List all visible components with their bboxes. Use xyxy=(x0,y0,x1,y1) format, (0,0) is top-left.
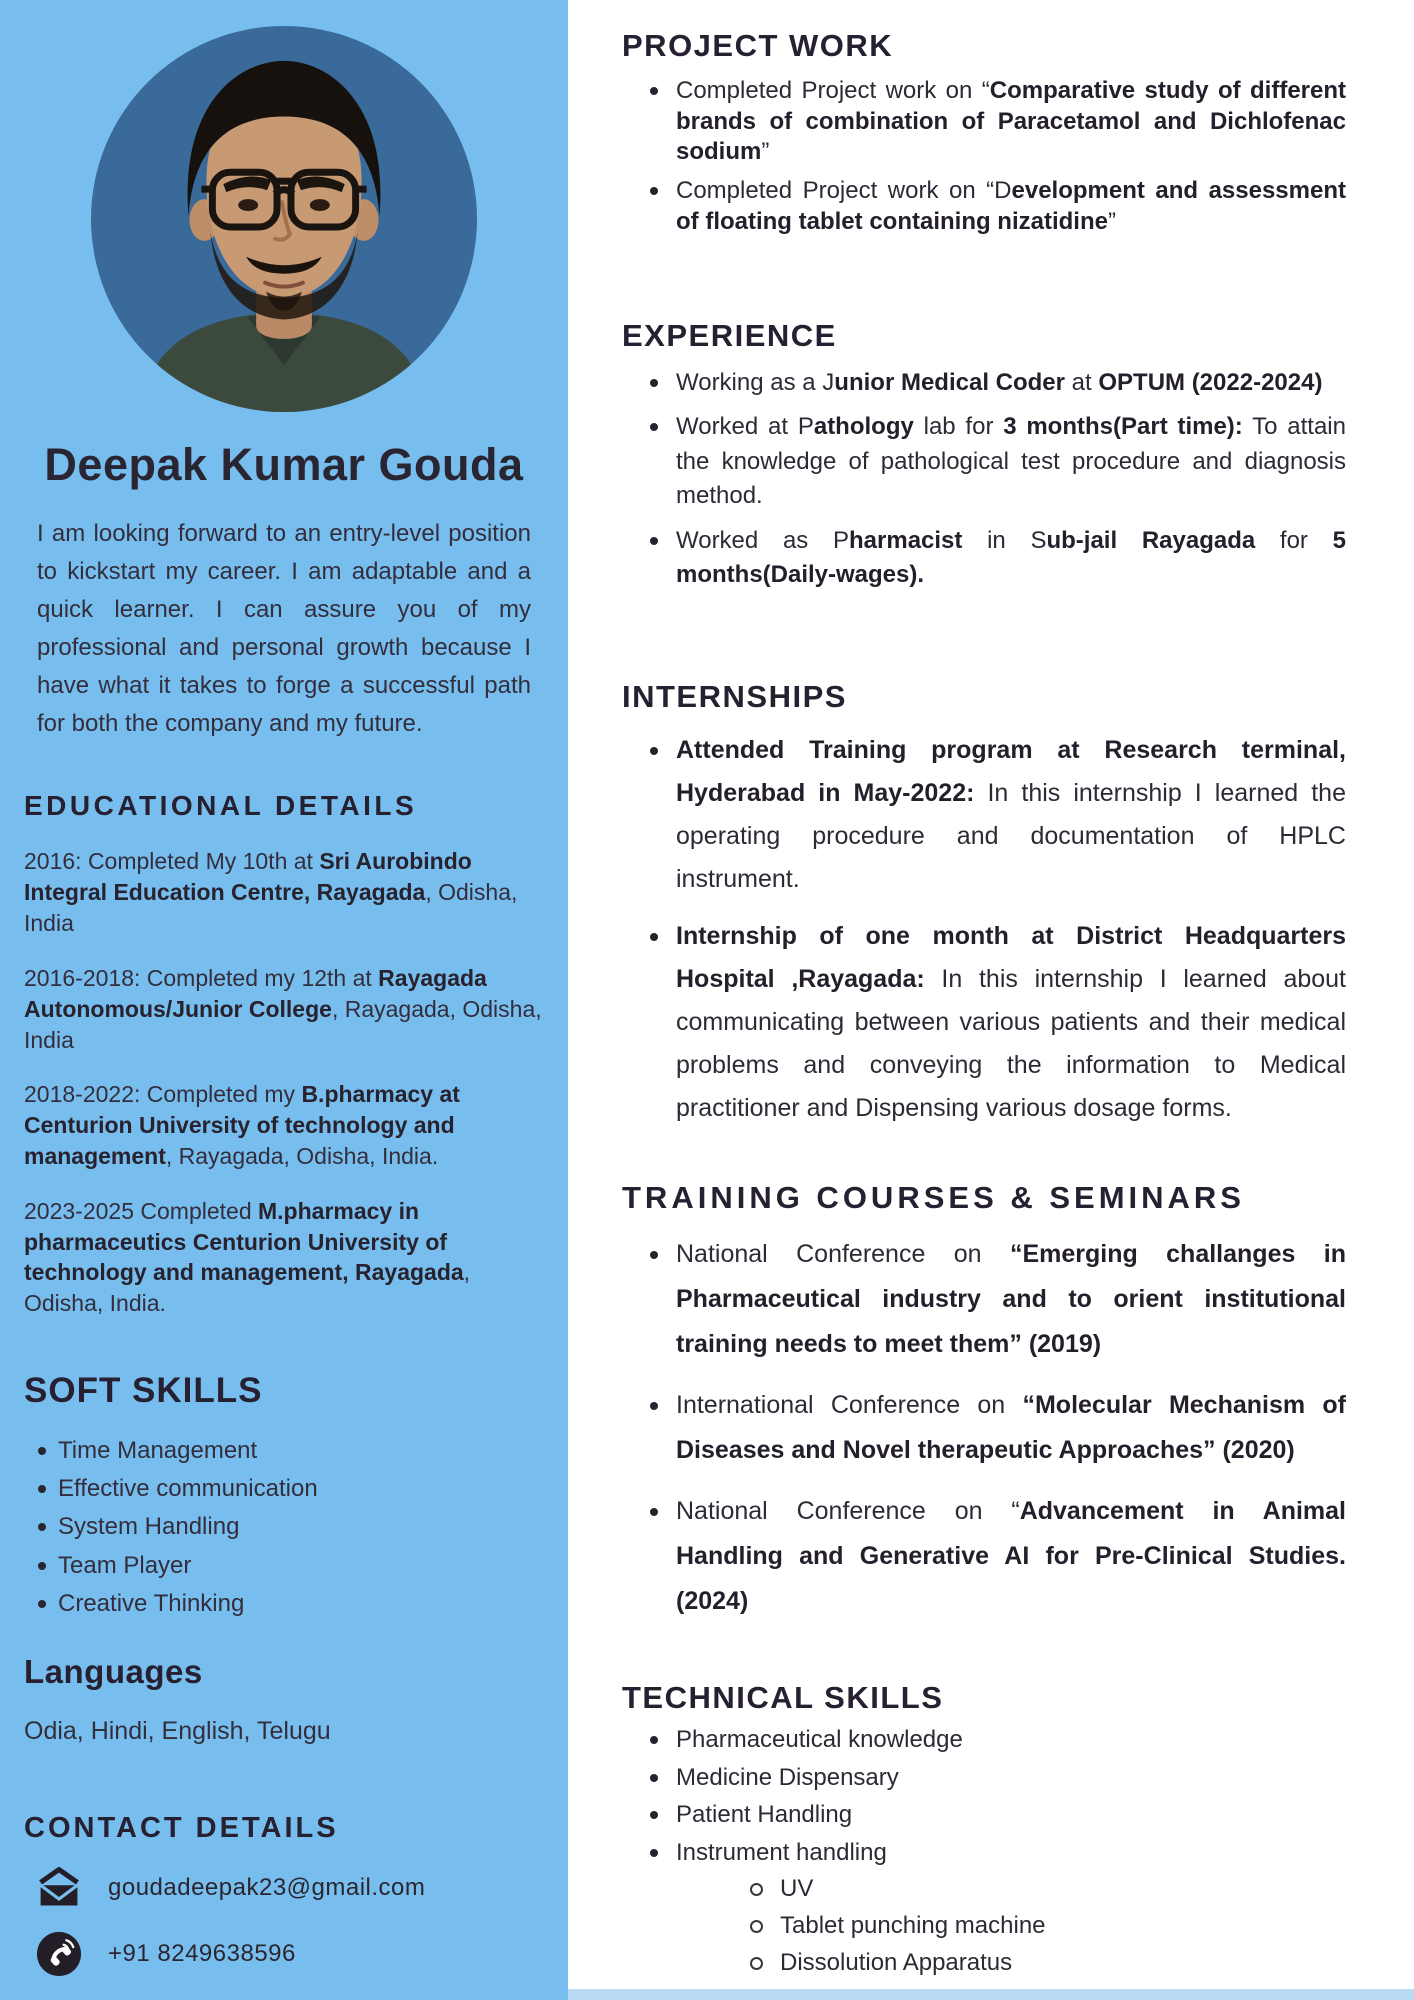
section-items xyxy=(622,366,1346,593)
bullet-item xyxy=(622,1837,1346,1980)
education-entry xyxy=(24,963,544,1055)
candidate-name: Deepak Kumar Gouda xyxy=(44,439,524,490)
bullet-item xyxy=(622,76,1346,168)
bold-text: Advancement in Animal Handling and Generative AI for Pre-Clinical Studies. (2024) xyxy=(676,1496,1346,1615)
bold-text: Rayagada Autonomous/Junior College xyxy=(24,964,487,1022)
bullet-text xyxy=(676,922,1346,1122)
sidebar xyxy=(0,0,568,2000)
plain-text: National Conference on xyxy=(676,1239,1010,1268)
plain-text: , Rayagada, Odisha, India xyxy=(24,995,542,1053)
languages-text: Odia, Hindi, English, Telugu xyxy=(24,1716,331,1745)
bullet-item xyxy=(622,1799,1346,1832)
bullet-item xyxy=(622,1724,1346,1757)
bold-text: M.pharmacy in pharmaceutics Centurion University of technology and management, Rayagada xyxy=(24,1197,464,1286)
plain-text: International Conference on xyxy=(676,1390,1023,1419)
bullet-text xyxy=(676,1391,1346,1464)
languages-heading: Languages xyxy=(24,1652,203,1690)
main-sections xyxy=(622,28,1346,1979)
avatar-illustration-icon xyxy=(90,25,478,413)
plain-text: In this internship I learned about communicating between various patients and their medical problems and conveying the information to Medical practitioner and Dispensing various dosage forms. xyxy=(676,964,1347,1122)
education-entry xyxy=(24,1196,544,1319)
plain-text: lab for xyxy=(913,413,1004,441)
bullet-item xyxy=(622,729,1346,901)
profile-photo xyxy=(90,25,478,413)
bullet-item xyxy=(622,1762,1346,1795)
contact-phone-row xyxy=(24,1931,544,1977)
bullet-item xyxy=(622,915,1346,1130)
bold-text: unior Medical Coder xyxy=(834,368,1065,396)
plain-text: Medicine Dispensary xyxy=(676,1763,899,1791)
plain-text: ” xyxy=(761,138,770,166)
plain-text: National Conference on “ xyxy=(676,1496,1020,1525)
section-items xyxy=(622,1232,1346,1624)
bold-text: “Emerging challanges in Pharmaceutical industry and to orient institutional training needs to meet them” (2019) xyxy=(676,1239,1346,1358)
education-heading: EDUCATIONAL DETAILS xyxy=(24,790,418,822)
bullet-item xyxy=(622,410,1346,514)
section-experience xyxy=(622,318,1346,593)
section-heading: PROJECT WORK xyxy=(622,28,894,63)
profile-summary: I am looking forward to an entry-level position to kickstart my career. I am adaptable and a quick learner. I can assure you of my professional and personal growth because I have what it takes to forge a successful path for both the company and my future. xyxy=(37,520,531,737)
soft-skill-item: Creative Thinking xyxy=(24,1588,544,1619)
bullet-text xyxy=(676,527,1346,589)
plain-text: Instrument handling xyxy=(676,1838,887,1866)
bullet-text xyxy=(676,177,1346,235)
bold-text: B.pharmacy at Centurion University of technology and management xyxy=(24,1081,460,1169)
bold-text: Sri Aurobindo Integral Education Centre, Rayagada xyxy=(24,848,472,906)
bold-text: ub-jail Rayagada xyxy=(1046,526,1256,554)
plain-text: Patient Handling xyxy=(676,1801,853,1829)
plain-text: Working as a J xyxy=(676,368,835,396)
education-entry xyxy=(24,846,544,938)
plain-text: , Odisha, India xyxy=(24,879,518,937)
bold-text: Attended Training program at Research terminal, Hyderabad in May-2022: xyxy=(676,735,1346,807)
section-heading: TECHNICAL SKILLS xyxy=(622,1679,944,1715)
bullet-text xyxy=(676,1726,963,1753)
plain-text: , Odisha, India. xyxy=(24,1259,471,1317)
bullet-item xyxy=(622,366,1346,401)
plain-text: 2016: Completed My 10th at xyxy=(24,848,320,875)
plain-text: In this internship I learned the operating procedure and documentation of HPLC instrument. xyxy=(676,778,1346,893)
plain-text: Worked as P xyxy=(676,526,849,554)
bullet-item xyxy=(622,176,1346,237)
bullet-text xyxy=(676,1801,852,1828)
contact-phone: +91 8249638596 xyxy=(108,1939,296,1967)
plain-text: Pharmaceutical knowledge xyxy=(676,1725,963,1753)
bold-text: 5 months(Daily-wages). xyxy=(676,526,1346,589)
bullet-text xyxy=(676,77,1346,165)
plain-text: To attain the knowledge of pathological test procedure and diagnosis method. xyxy=(676,413,1346,510)
soft-skill-item: Team Player xyxy=(24,1550,544,1581)
bullet-text xyxy=(676,1839,887,1866)
bullet-text xyxy=(676,1764,899,1791)
section-items xyxy=(622,76,1346,238)
sub-bullet-item: Tablet punching machine xyxy=(742,1910,1346,1943)
bold-text: OPTUM (2022-2024) xyxy=(1098,368,1323,396)
sub-bullet-item: Dissolution Apparatus xyxy=(742,1947,1346,1980)
bullet-text xyxy=(676,1240,1346,1358)
plain-text: , Rayagada, Odisha, India. xyxy=(165,1142,439,1169)
main-column xyxy=(568,0,1414,2000)
envelope-icon xyxy=(36,1865,82,1911)
plain-text: ” xyxy=(1107,207,1116,235)
section-training xyxy=(622,1180,1346,1624)
section-items xyxy=(622,729,1346,1130)
section-technical xyxy=(622,1680,1346,1979)
bold-text: evelopment and assessment of floating tablet containing nizatidine xyxy=(676,177,1346,235)
bold-text: Comparative study of different brands of combination of Paracetamol and Dichlofenac sodium xyxy=(676,77,1347,166)
plain-text: Completed Project work on “D xyxy=(676,177,1012,205)
sub-bullet-item: UV xyxy=(742,1873,1346,1906)
plain-text: at xyxy=(1065,368,1099,396)
bullet-text xyxy=(676,736,1346,893)
footer-accent-bar xyxy=(568,1989,1414,2000)
section-project-work xyxy=(622,28,1346,238)
soft-skills-list xyxy=(24,1435,544,1619)
phone-icon xyxy=(36,1931,82,1977)
soft-skill-item: System Handling xyxy=(24,1511,544,1542)
plain-text: 2023-2025 Completed xyxy=(24,1197,258,1224)
contact-heading: CONTACT DETAILS xyxy=(24,1811,339,1844)
section-heading: INTERNSHIPS xyxy=(622,678,847,714)
plain-text: 2016-2018: Completed my 12th at xyxy=(24,964,379,991)
bold-text: 3 months(Part time): xyxy=(1003,413,1243,441)
bold-text: harmacist xyxy=(849,526,963,554)
plain-text: 2018-2022: Completed my xyxy=(24,1081,302,1108)
bold-text: Internship of one month at District Headquarters Hospital ,Rayagada: xyxy=(676,921,1346,993)
bullet-text xyxy=(676,413,1346,509)
contact-email-row xyxy=(24,1865,544,1911)
section-internships xyxy=(622,679,1346,1130)
soft-skills-heading: SOFT SKILLS xyxy=(24,1371,263,1410)
bullet-item xyxy=(622,1489,1346,1624)
plain-text: Completed Project work on “ xyxy=(676,77,990,104)
plain-text: for xyxy=(1255,526,1333,554)
plain-text: in S xyxy=(962,526,1047,554)
sub-list xyxy=(742,1873,1346,1979)
bold-text: “Molecular Mechanism of Diseases and Novel therapeutic Approaches” (2020) xyxy=(676,1390,1346,1464)
bold-text: athology xyxy=(813,413,914,441)
bullet-text xyxy=(676,369,1322,396)
education-entry xyxy=(24,1079,544,1171)
section-items xyxy=(622,1724,1346,1979)
soft-skill-item: Effective communication xyxy=(24,1473,544,1504)
bullet-text xyxy=(676,1497,1346,1615)
section-heading: TRAINING COURSES & SEMINARS xyxy=(622,1179,1245,1215)
education-list xyxy=(24,846,544,1319)
section-heading: EXPERIENCE xyxy=(622,317,837,353)
bullet-item xyxy=(622,1232,1346,1367)
contact-email: goudadeepak23@gmail.com xyxy=(108,1873,426,1901)
bullet-item xyxy=(622,524,1346,593)
soft-skill-item: Time Management xyxy=(24,1435,544,1466)
plain-text: Worked at P xyxy=(676,413,814,441)
bullet-item xyxy=(622,1383,1346,1473)
